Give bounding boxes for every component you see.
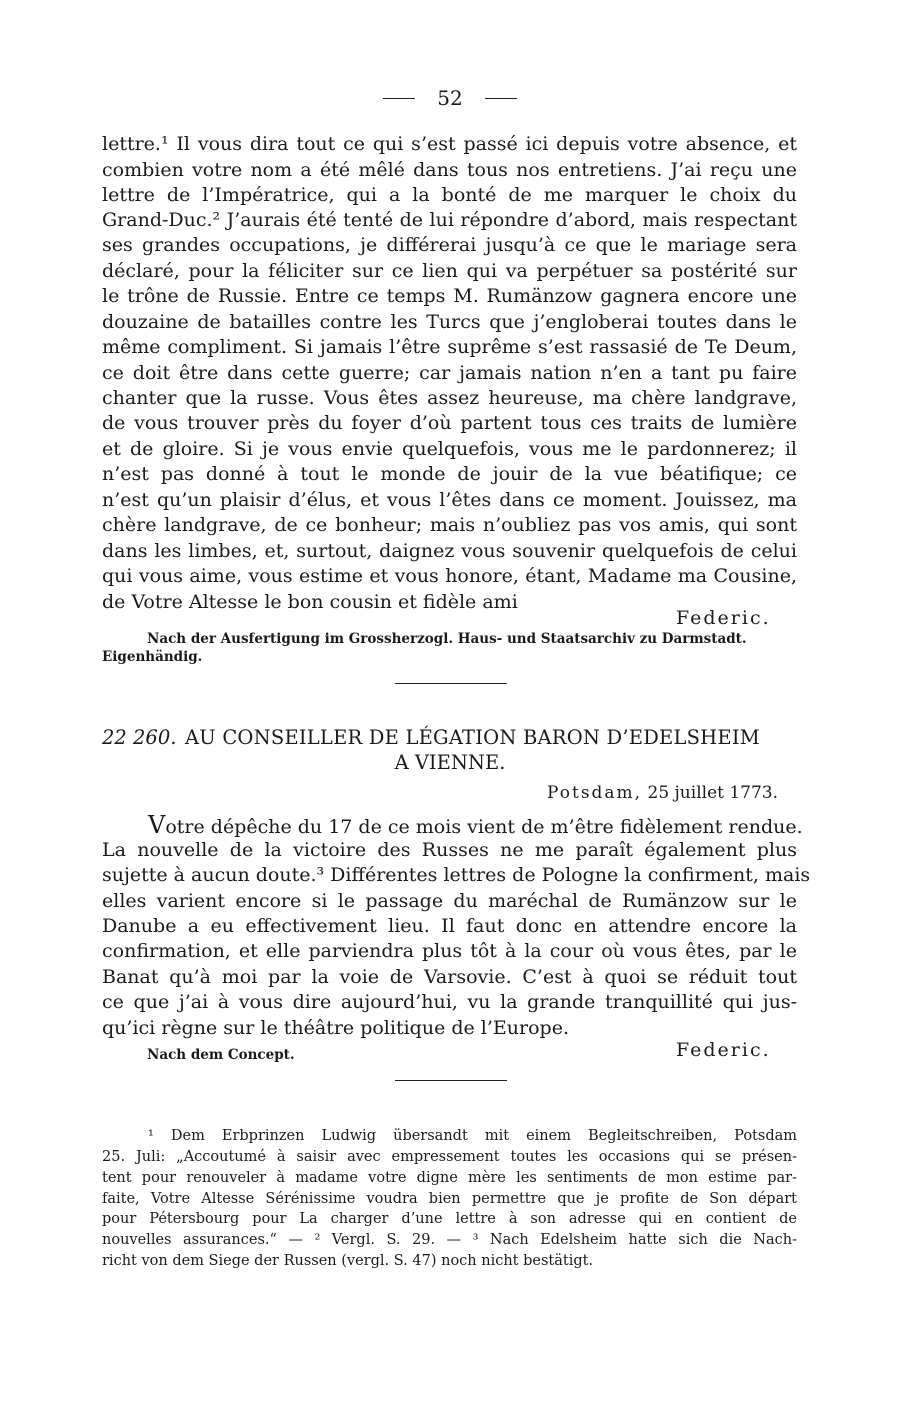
source-note: Nach der Ausfertigung im Grossherzogl. Haus- und Staatsarchiv zu Darmstadt. bbox=[147, 631, 747, 647]
page-header bbox=[0, 84, 900, 114]
body-line: le trône de Russie. Entre ce temps M. Rumänzow gagnera encore une bbox=[102, 285, 797, 307]
body-line: elles varient encore si le passage du maréchal de Rumänzow sur le bbox=[102, 890, 797, 912]
body-line: lettre de l’Impératrice, qui a la bonté de me marquer le choix du bbox=[102, 184, 797, 206]
footnote-line: pour Pétersbourg pour La charger d’une lettre à son adresse qui en contient de bbox=[102, 1211, 797, 1227]
body-text: otre dépêche du 17 de ce mois vient de m’être fidèlement rendue. bbox=[165, 816, 803, 838]
body-line: ses grandes occupations, je différerai jusqu’à ce que le mariage sera bbox=[102, 234, 797, 256]
body-line: sujette à aucun doute.³ Différentes lettres de Pologne la confirment, mais bbox=[102, 864, 811, 886]
date: 25 juillet 1773. bbox=[647, 783, 779, 803]
body-line: même compliment. Si jamais l’être suprême s’est rassasié de Te Deum, bbox=[102, 336, 797, 358]
initial-letter: V bbox=[148, 811, 166, 839]
body-line: La nouvelle de la victoire des Russes ne me paraît également plus bbox=[102, 839, 797, 861]
body-line: Grand-Duc.² J’aurais été tenté de lui répondre d’abord, mais respectant bbox=[102, 209, 797, 231]
source-note: Eigenhändig. bbox=[102, 649, 203, 665]
body-line: et de gloire. Si je vous envie quelquefois, vous me le pardonnerez; il bbox=[102, 438, 797, 460]
body-line: de Votre Altesse le bon cousin et fidèle ami bbox=[102, 591, 518, 613]
letter-number: 22 260. bbox=[102, 726, 177, 749]
body-line: qui vous aime, vous estime et vous honore, étant, Madame ma Cousine, bbox=[102, 565, 797, 587]
header-rule-left bbox=[383, 98, 415, 99]
footnote-line: 25. Juli: „Accoutumé à saisir avec empressement toutes les occasions qui se présen- bbox=[102, 1149, 797, 1165]
header-rule-right bbox=[485, 98, 517, 99]
body-line: chère landgrave, de ce bonheur; mais n’oubliez pas vos amis, qui sont bbox=[102, 514, 797, 536]
body-line: Danube a eu effectivement lieu. Il faut donc en attendre encore la bbox=[102, 915, 797, 937]
body-line: Banat qu’à moi par la voie de Varsovie. C’est à quoi se réduit tout bbox=[102, 966, 797, 988]
letter-heading: AU CONSEILLER DE LÉGATION BARON D’EDELSHEIM bbox=[185, 726, 760, 749]
body-line: douzaine de batailles contre les Turcs que j’engloberai toutes dans le bbox=[102, 311, 797, 333]
signature: Federic. bbox=[676, 1039, 771, 1061]
section-divider bbox=[395, 683, 507, 684]
signature: Federic. bbox=[676, 607, 771, 629]
footnote-divider bbox=[395, 1080, 507, 1081]
footnote-line: faite, Votre Altesse Sérénissime voudra bien permettre que je profite de Son départ bbox=[102, 1191, 797, 1207]
body-line: lettre.¹ Il vous dira tout ce qui s’est passé ici depuis votre absence, et bbox=[102, 133, 797, 155]
body-line: n’est pas donné à tout le monde de jouir de la vue béatifique; ce bbox=[102, 463, 797, 485]
body-line-first bbox=[148, 810, 803, 840]
body-line: ce doit être dans cette guerre; car jamais nation n’en a tant pu faire bbox=[102, 362, 797, 384]
body-line: chanter que la russe. Vous êtes assez heureuse, ma chère landgrave, bbox=[102, 387, 797, 409]
source-note: Nach dem Concept. bbox=[147, 1047, 295, 1063]
footnote-line: nouvelles assurances.“ — ² Vergl. S. 29. — ³ Nach Edelsheim hatte sich die Nach- bbox=[102, 1232, 797, 1248]
body-line: qu’ici règne sur le théâtre politique de l’Europe. bbox=[102, 1017, 569, 1039]
body-line: n’est qu’un plaisir d’élus, et vous l’êtes dans ce moment. Jouissez, ma bbox=[102, 489, 797, 511]
place: Potsdam, bbox=[547, 783, 643, 803]
body-line: confirmation, et elle parviendra plus tôt à la cour où vous êtes, par le bbox=[102, 940, 797, 962]
footnote-line: richt von dem Siege der Russen (vergl. S. 47) noch nicht bestätigt. bbox=[102, 1253, 594, 1269]
body-line: combien votre nom a été mêlé dans tous nos entretiens. J’ai reçu une bbox=[102, 159, 797, 181]
body-line: ce que j’ai à vous dire aujourd’hui, vu la grande tranquillité qui jus- bbox=[102, 991, 797, 1013]
footnote-line: tent pour renouveler à madame votre digne mère les sentiments de mon estime par- bbox=[102, 1170, 797, 1186]
page-number: 52 bbox=[437, 86, 463, 110]
dateline bbox=[547, 781, 778, 805]
body-line: de vous trouver près du foyer d’où partent tous ces traits de lumière bbox=[102, 412, 797, 434]
body-line: déclaré, pour la féliciter sur ce lien qui va perpétuer sa postérité sur bbox=[102, 260, 797, 282]
footnote-line: ¹ Dem Erbprinzen Ludwig übersandt mit einem Begleitschreiben, Potsdam bbox=[148, 1128, 797, 1144]
body-line: dans les limbes, et, surtout, daignez vous souvenir quelquefois de celui bbox=[102, 540, 797, 562]
letter-heading-line2: A VIENNE. bbox=[394, 751, 506, 774]
